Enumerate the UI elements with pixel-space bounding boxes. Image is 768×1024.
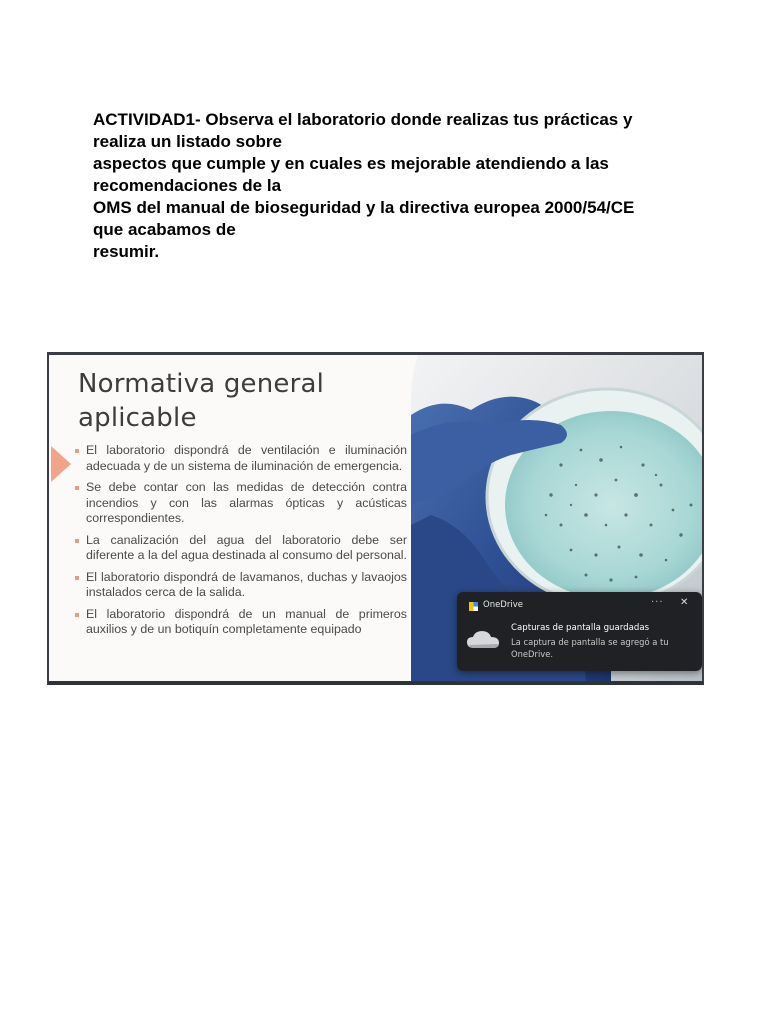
list-item	[75, 443, 407, 474]
activity-instructions	[93, 109, 673, 263]
list-item	[75, 533, 407, 564]
notification-body: La captura de pantalla se agregó a tu OneDrive.	[511, 637, 669, 660]
activity-line: aspectos que cumple y en cuales es mejorable atendiendo a las	[93, 154, 609, 173]
bullet-text: El laboratorio dispondrá de ventilación e iluminación adecuada y de un sistema de iluminación de emergencia.	[86, 443, 407, 473]
bullet-text: El laboratorio dispondrá de un manual de primeros auxilios y de un botiquín completamente equipado	[86, 606, 407, 636]
notification-app-name: OneDrive	[483, 600, 523, 610]
slide-screenshot	[47, 352, 704, 685]
onedrive-notification[interactable]	[457, 592, 702, 671]
activity-line: ACTIVIDAD1- Observa el laboratorio donde realizas tus prácticas y	[93, 110, 633, 129]
bullet-icon	[75, 449, 79, 453]
cloud-icon	[466, 629, 500, 649]
list-item	[75, 607, 407, 638]
bullet-text: El laboratorio dispondrá de lavamanos, duchas y lavaojos instalados cerca de la salida.	[86, 569, 407, 599]
bullet-text: La canalización del agua del laboratorio debe ser diferente a la del agua destinada al consumo del personal.	[86, 532, 408, 562]
slide-title	[78, 367, 324, 435]
slide-title-line: Normativa general	[78, 369, 325, 399]
notification-title: Capturas de pantalla guardadas	[511, 623, 650, 633]
slide-bullet-list	[75, 443, 407, 644]
accent-triangle-icon	[51, 446, 71, 482]
activity-line: que acabamos de	[93, 220, 236, 239]
activity-line: recomendaciones de la	[93, 176, 282, 195]
activity-line: realiza un listado sobre	[93, 132, 282, 151]
slide-title-line: aplicable	[78, 403, 197, 433]
activity-line: resumir.	[93, 242, 160, 261]
bullet-icon	[75, 576, 79, 580]
bullet-text: Se debe contar con las medidas de detección contra incendios y con las alarmas ópticas y acústicas correspondientes.	[86, 480, 407, 525]
list-item	[75, 480, 407, 527]
activity-line: OMS del manual de bioseguridad y la directiva europea 2000/54/CE	[93, 198, 635, 217]
onedrive-app-icon	[469, 602, 478, 611]
close-icon[interactable]: ✕	[680, 597, 689, 608]
more-options-icon[interactable]: ···	[651, 597, 664, 608]
bullet-icon	[75, 613, 79, 617]
bullet-icon	[75, 486, 79, 490]
bullet-icon	[75, 539, 79, 543]
list-item	[75, 570, 407, 601]
